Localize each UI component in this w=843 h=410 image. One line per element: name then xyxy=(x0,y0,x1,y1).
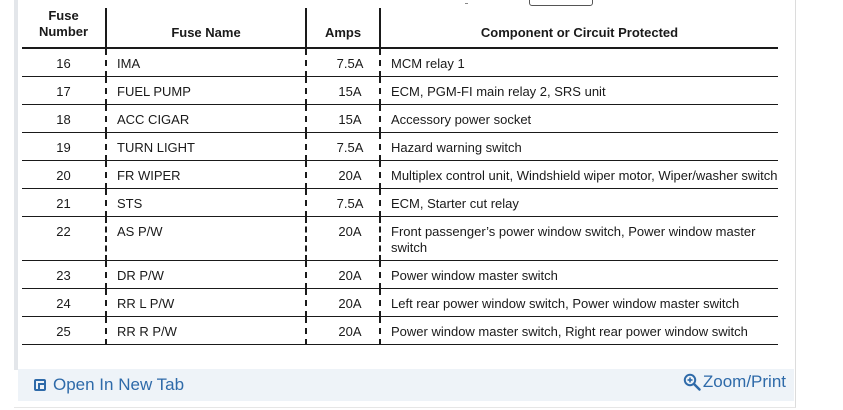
fuse-name-cell: DR P/W xyxy=(106,261,306,289)
fuse-number-cell: 17 xyxy=(22,77,106,105)
table-row xyxy=(22,289,778,317)
amps-cell: 20A xyxy=(306,161,380,189)
component-cell: Power window master switch xyxy=(380,261,778,289)
amps-cell: 20A xyxy=(306,217,380,261)
panel-left-border xyxy=(14,0,18,370)
table-row xyxy=(22,48,778,77)
fuse-number-cell: 19 xyxy=(22,133,106,161)
table-row xyxy=(22,105,778,133)
image-footer-bar xyxy=(18,369,794,401)
component-cell: Hazard warning switch xyxy=(380,133,778,161)
fuse-name-cell: STS xyxy=(106,189,306,217)
amps-cell: 20A xyxy=(306,317,380,345)
table-header-row xyxy=(22,8,778,48)
component-cell: ECM, PGM-FI main relay 2, SRS unit xyxy=(380,77,778,105)
table-row xyxy=(22,217,778,261)
amps-cell: 7.5A xyxy=(306,48,380,77)
header-fuse-number: Fuse Number xyxy=(22,8,106,48)
amps-cell: 15A xyxy=(306,105,380,133)
table-row xyxy=(22,317,778,345)
open-new-tab-icon xyxy=(34,379,46,391)
table-row xyxy=(22,77,778,105)
open-in-new-tab-label: Open In New Tab xyxy=(53,375,185,394)
header-amps: Amps xyxy=(306,8,380,48)
open-in-new-tab-link[interactable] xyxy=(34,375,184,395)
zoom-print-label: Zoom/Print xyxy=(702,372,786,391)
component-cell: ECM, Starter cut relay xyxy=(380,189,778,217)
fuse-name-cell: TURN LIGHT xyxy=(106,133,306,161)
fuse-name-cell: FR WIPER xyxy=(106,161,306,189)
fuse-number-cell: 23 xyxy=(22,261,106,289)
magnifier-plus-icon xyxy=(683,373,701,391)
fuse-number-cell: 20 xyxy=(22,161,106,189)
fuse-number-cell: 18 xyxy=(22,105,106,133)
cropped-diagram-mark xyxy=(465,3,468,4)
cropped-diagram-box xyxy=(529,0,593,6)
header-fuse-name: Fuse Name xyxy=(106,8,306,48)
component-cell: Power window master switch, Right rear power window switch xyxy=(380,317,778,345)
amps-cell: 7.5A xyxy=(306,189,380,217)
fuse-number-cell: 16 xyxy=(22,48,106,77)
component-cell: Multiplex control unit, Windshield wiper motor, Wiper/washer switch xyxy=(380,161,778,189)
fuse-name-cell: FUEL PUMP xyxy=(106,77,306,105)
fuse-name-cell: RR L P/W xyxy=(106,289,306,317)
zoom-print-link[interactable] xyxy=(683,372,786,392)
fuse-number-cell: 22 xyxy=(22,217,106,261)
amps-cell: 20A xyxy=(306,289,380,317)
component-cell: Front passenger’s power window switch, Power window master switch xyxy=(380,217,778,261)
amps-cell: 15A xyxy=(306,77,380,105)
fuse-name-cell: RR R P/W xyxy=(106,317,306,345)
header-component: Component or Circuit Protected xyxy=(380,8,778,48)
component-cell: Left rear power window switch, Power window master switch xyxy=(380,289,778,317)
fuse-number-cell: 25 xyxy=(22,317,106,345)
amps-cell: 20A xyxy=(306,261,380,289)
component-cell: MCM relay 1 xyxy=(380,48,778,77)
fuse-name-cell: AS P/W xyxy=(106,217,306,261)
amps-cell: 7.5A xyxy=(306,133,380,161)
fuse-name-cell: IMA xyxy=(106,48,306,77)
fuse-number-cell: 21 xyxy=(22,189,106,217)
table-row xyxy=(22,261,778,289)
fuse-table xyxy=(22,8,778,345)
table-row xyxy=(22,133,778,161)
fuse-number-cell: 24 xyxy=(22,289,106,317)
table-row xyxy=(22,161,778,189)
component-cell: Accessory power socket xyxy=(380,105,778,133)
table-row xyxy=(22,189,778,217)
fuse-name-cell: ACC CIGAR xyxy=(106,105,306,133)
